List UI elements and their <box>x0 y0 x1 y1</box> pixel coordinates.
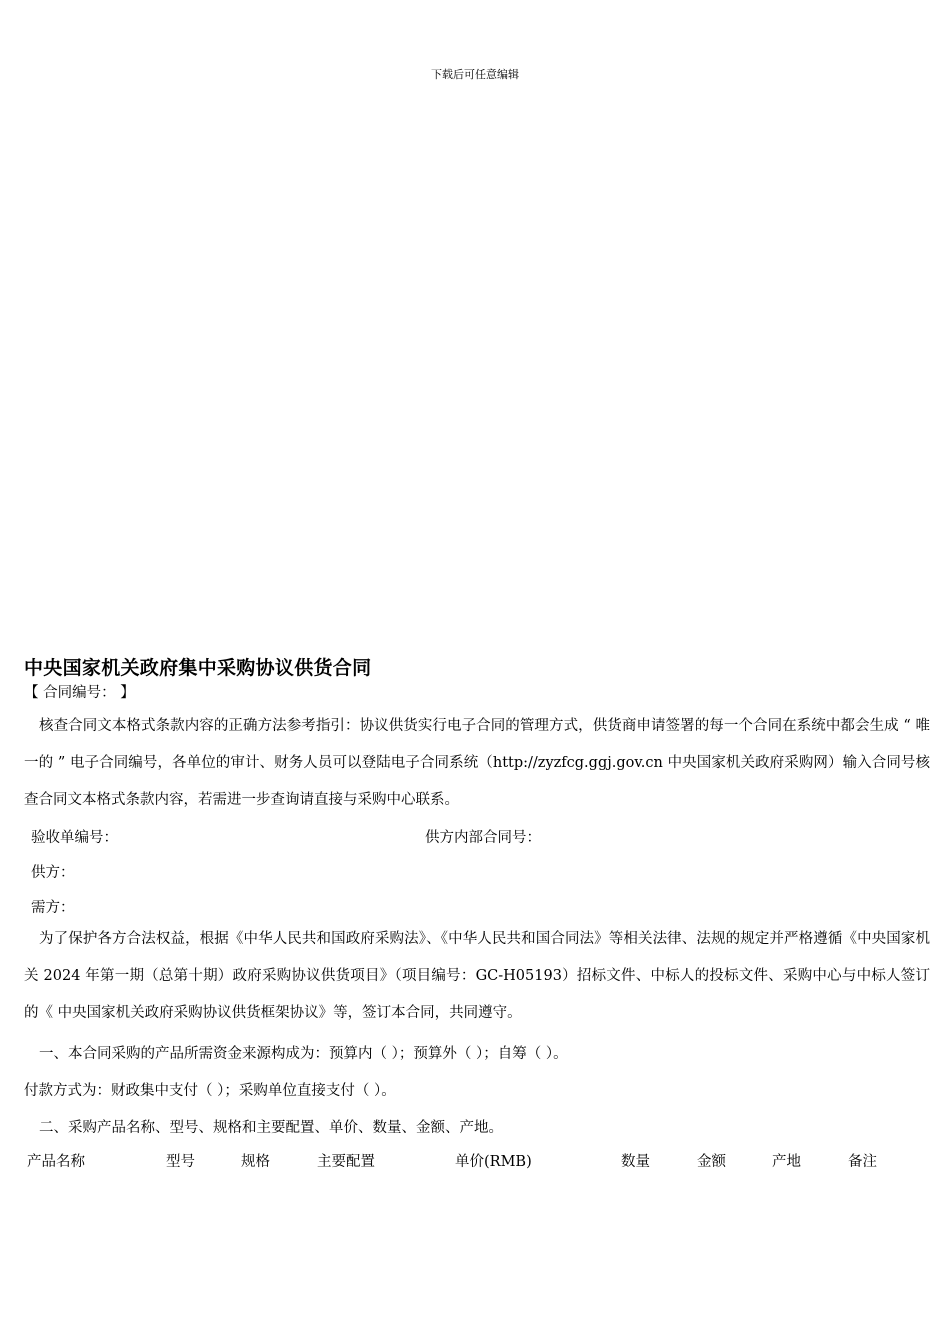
buyer-field: 需方： <box>31 900 75 916</box>
col-amount: 金额 <box>697 1154 726 1170</box>
col-quantity: 数量 <box>621 1154 650 1170</box>
supplier-internal-contract-field: 供方内部合同号： <box>425 830 541 846</box>
col-product-name: 产品名称 <box>27 1154 85 1170</box>
payment-method: 付款方式为：财政集中支付（ ）；采购单位直接支付（ ）。 <box>24 1083 396 1099</box>
document-title: 中央国家机关政府集中采购协议供货合同 <box>24 657 372 679</box>
clause-products: 二、采购产品名称、型号、规格和主要配置、单价、数量、金额、产地。 <box>39 1120 503 1136</box>
supplier-field: 供方： <box>31 865 75 881</box>
purpose-paragraph: 为了保护各方合法权益，根据《中华人民共和国政府采购法》、《中华人民共和国合同法》等相关法律、法规的规定并严格遵循《中央国家机关 2024 年第一期（总第十期）政府采购协议供货项目》（项目编号：GC-H05193）招标文件、中标人的投标文件、采购中心与中标人签订的《 中央国家机关政府采购协议供货框架协议》等，签订本合同，共同遵守。 <box>24 931 930 1021</box>
acceptance-number-field: 验收单编号： <box>31 830 118 846</box>
col-model: 型号 <box>166 1154 195 1170</box>
col-origin: 产地 <box>772 1154 801 1170</box>
clause-funding-source: 一、本合同采购的产品所需资金来源构成为：预算内（ ）；预算外（ ）；自筹（ ）。 <box>39 1046 568 1062</box>
col-spec: 规格 <box>241 1154 270 1170</box>
intro-paragraph: 核查合同文本格式条款内容的正确方法参考指引：协议供货实行电子合同的管理方式，供货商申请签署的每一个合同在系统中都会生成 “ 唯一的 ” 电子合同编号，各单位的审计、财务人员可以登陆电子合同系统（http://zyzfcg.ggj.gov.cn 中央国家机关政府采购网）输入合同号核查合同文本格式条款内容，若需进一步查询请直接与采购中心联系。 <box>24 718 930 808</box>
header-note: 下载后可任意编辑 <box>431 68 519 81</box>
col-main-config: 主要配置 <box>317 1154 375 1170</box>
contract-number-label: 【 合同编号： 】 <box>24 685 135 701</box>
product-table-header <box>0 1150 950 1172</box>
col-unit-price: 单价(RMB) <box>455 1154 532 1170</box>
col-remarks: 备注 <box>848 1154 877 1170</box>
